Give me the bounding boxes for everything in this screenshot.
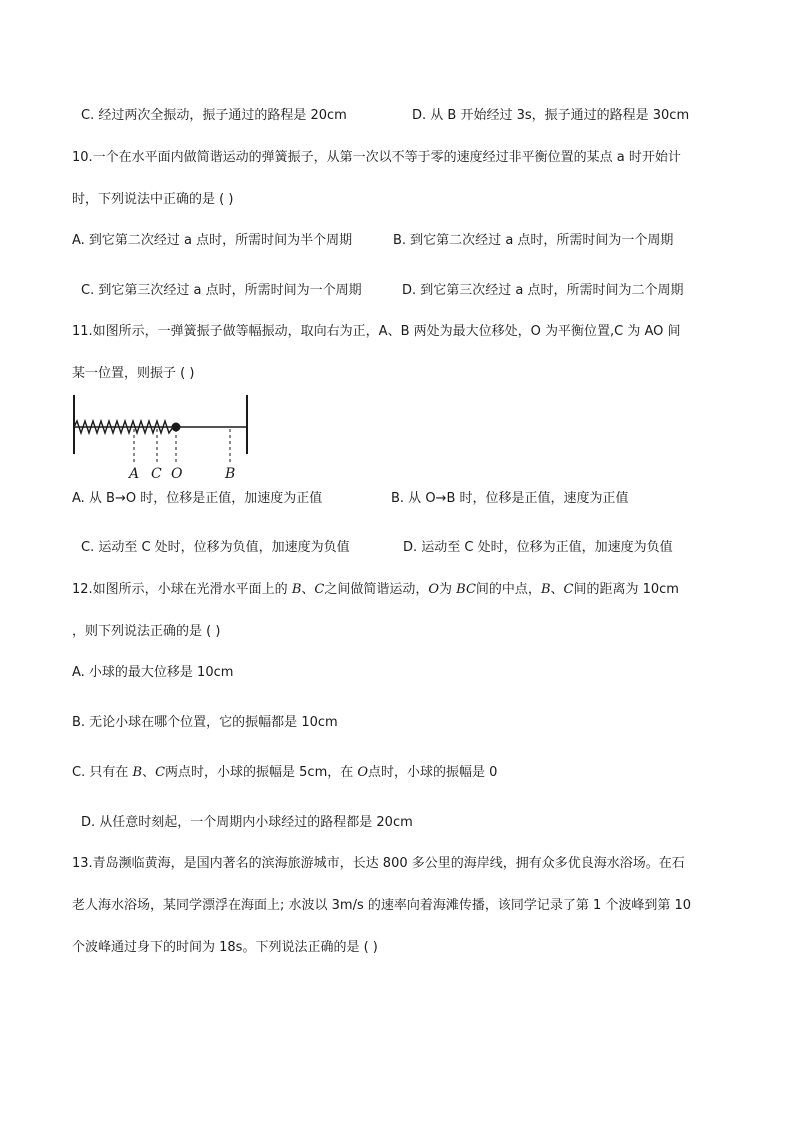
q12-text: 间的距离为 10cm (573, 582, 679, 597)
q12-text: 、 (301, 582, 315, 597)
q12-var-o: O (428, 582, 440, 597)
q12-var-o: O (357, 765, 369, 780)
q12-var-b: B (540, 582, 551, 597)
q10-option-c: C. 到它第三次经过 a 点时，所需时间为一个周期 (81, 283, 362, 298)
spring-oscillator-figure (60, 392, 260, 482)
label-a: A (129, 466, 140, 482)
label-c: C (151, 466, 162, 482)
q11-option-c: C. 运动至 C 处时，位移为负值，加速度为负值 (81, 540, 350, 555)
q12-text: 点时，小球的振幅是 0 (368, 765, 498, 780)
q12-stem-line2: ，则下列说法正确的是 ( ) (72, 624, 221, 639)
q12-var-b: B (291, 582, 302, 597)
q12-var-b: B (132, 765, 143, 780)
q12-var-c: C (155, 765, 166, 780)
q9-option-d: D. 从 B 开始经过 3s，振子通过的路程是 30cm (412, 108, 690, 123)
q12-stem-line1 (72, 581, 734, 599)
q11-option-b: B. 从 O→B 时，位移是正值，速度为正值 (391, 491, 629, 506)
q12-text: 12.如图所示，小球在光滑水平面上的 (72, 582, 292, 597)
q10-option-d: D. 到它第三次经过 a 点时，所需时间为二个周期 (402, 283, 684, 298)
q12-text: 两点时，小球的振幅是 5cm，在 (165, 765, 358, 780)
q12-option-c (72, 764, 734, 782)
q12-option-d: D. 从任意时刻起，一个周期内小球经过的路程都是 20cm (81, 815, 413, 830)
q13-line1: 13.青岛濒临黄海，是国内著名的滨海旅游城市，长达 800 多公里的海岸线，拥有众多优良海水浴场。在石 (72, 856, 685, 871)
q11-stem-line2: 某一位置，则振子 ( ) (72, 366, 195, 381)
q9-option-c: C. 经过两次全振动，振子通过的路程是 20cm (81, 108, 347, 123)
q10-stem-line1: 10.一个在水平面内做简谐运动的弹簧振子，从第一次以不等于零的速度经过非平衡位置的某点 a 时开始计 (72, 150, 681, 165)
q10-option-b: B. 到它第二次经过 a 点时，所需时间为一个周期 (393, 233, 674, 248)
q12-text: C. 只有在 (72, 765, 133, 780)
q10-stem-line2: 时，下列说法中正确的是 ( ) (72, 192, 234, 207)
q13-line3: 个波峰通过身下的时间为 18s。下列说法正确的是 ( ) (72, 940, 378, 955)
q12-text: 、 (550, 582, 564, 597)
q12-var-c: C (563, 582, 574, 597)
label-o: O (171, 466, 183, 482)
q12-option-a: A. 小球的最大位移是 10cm (72, 665, 234, 680)
label-b: B (225, 466, 236, 482)
q12-text: 、 (142, 765, 156, 780)
q12-text: 为 (439, 582, 457, 597)
q11-option-a: A. 从 B→O 时，位移是正值，加速度为正值 (72, 491, 323, 506)
q12-var-bc: BC (456, 582, 476, 597)
q11-option-d: D. 运动至 C 处时，位移为正值，加速度为负值 (403, 540, 673, 555)
q12-text: 间的中点， (475, 582, 541, 597)
q13-line2: 老人海水浴场，某同学漂浮在海面上; 水波以 3m/s 的速率向着海滩传播，该同学记录了第 1 个波峰到第 10 (72, 898, 692, 913)
q12-option-b: B. 无论小球在哪个位置，它的振幅都是 10cm (72, 715, 338, 730)
q12-text: 之间做简谐运动， (324, 582, 429, 597)
q12-var-c: C (314, 582, 325, 597)
q11-stem-line1: 11.如图所示，一弹簧振子做等幅振动，取向右为正，A、B 两处为最大位移处，O 为平衡位置,C 为 AO 间 (72, 324, 681, 339)
q10-option-a: A. 到它第二次经过 a 点时，所需时间为半个周期 (72, 233, 353, 248)
